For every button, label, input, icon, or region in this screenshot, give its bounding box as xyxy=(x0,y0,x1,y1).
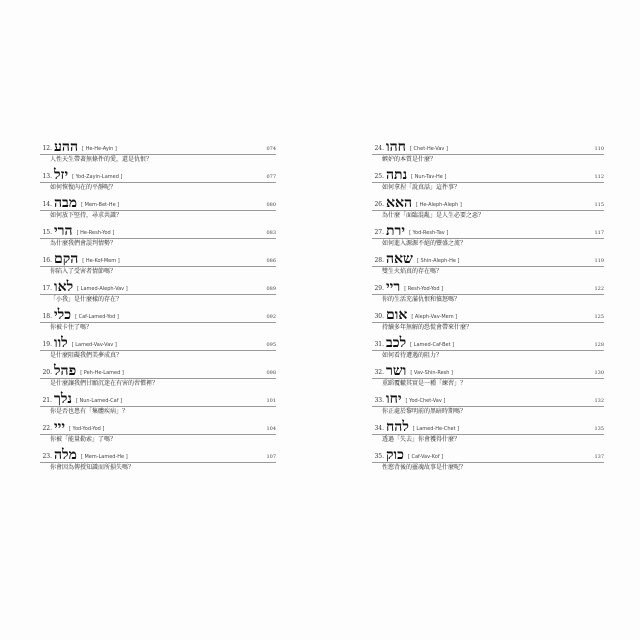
entry-description: 你是否也患有「集體疾病」？ xyxy=(50,408,129,415)
transliteration: [ Shin-Aleph-He ] xyxy=(416,258,460,264)
hebrew-name: להח xyxy=(386,419,409,435)
entry-number: 33. xyxy=(374,397,384,404)
entry-description: 重蹈覆轍其實是一種「練習」？ xyxy=(382,380,467,387)
entry-description: 如何拿捏「說真話」這件事？ xyxy=(382,184,461,191)
transliteration: [ Peh-He-Lamed ] xyxy=(80,370,124,376)
transliteration: [ Chet-He-Vav ] xyxy=(409,146,448,152)
toc-entry[interactable] xyxy=(40,446,276,474)
toc-entry[interactable] xyxy=(372,390,604,418)
transliteration: [ Resh-Yod-Yod ] xyxy=(404,286,444,292)
hebrew-name: ריי xyxy=(386,279,401,295)
toc-entry[interactable] xyxy=(40,334,276,362)
entry-number: 19. xyxy=(42,341,52,348)
hebrew-name: יזל xyxy=(54,167,69,183)
page-number: 117 xyxy=(594,230,604,236)
toc-entry-header xyxy=(372,390,604,407)
entry-description: 嫉妒的本質是什麼？ xyxy=(382,156,437,163)
entry-description: 性慾背後的靈魂故事是什麼呢？ xyxy=(382,464,467,471)
entry-number: 31. xyxy=(374,341,384,348)
entry-description: 如何進入源源不絕的豐盛之流？ xyxy=(382,240,467,247)
entry-description: 如何恢復內在的平靜呢？ xyxy=(50,184,117,191)
page-number: 101 xyxy=(266,398,276,404)
transliteration: [ Caf-Lamed-Yod ] xyxy=(75,314,119,320)
hebrew-name: כלי xyxy=(54,307,72,323)
entry-description: 透過「失去」你會獲得什麼？ xyxy=(382,436,461,443)
toc-entry[interactable] xyxy=(40,278,276,306)
entry-description: 是什麼阻礙我們美夢成真？ xyxy=(50,352,123,359)
toc-entry[interactable] xyxy=(372,362,604,390)
transliteration: [ Nun-Tav-He ] xyxy=(411,174,447,180)
toc-entry-header xyxy=(372,222,604,239)
hebrew-name: אום xyxy=(386,307,408,323)
hebrew-name: לאו xyxy=(54,279,74,295)
entry-number: 17. xyxy=(42,285,52,292)
toc-entry[interactable] xyxy=(372,446,604,474)
transliteration: [ Yod-Chet-Vav ] xyxy=(405,398,446,404)
entry-description: 為什麼我們會誤判情勢？ xyxy=(50,240,117,247)
toc-entry-header xyxy=(40,222,276,239)
transliteration: [ Vav-Shin-Resh ] xyxy=(410,370,453,376)
page-number: 135 xyxy=(594,426,604,432)
hebrew-name: חהו xyxy=(386,139,406,155)
toc-entry[interactable] xyxy=(372,418,604,446)
page-number: 083 xyxy=(266,230,276,236)
toc-entry-header xyxy=(40,278,276,295)
page-number: 130 xyxy=(594,370,604,376)
entry-number: 26. xyxy=(374,201,384,208)
toc-entry[interactable] xyxy=(372,194,604,222)
page-number: 122 xyxy=(594,286,604,292)
transliteration: [ Yod-Zayin-Lamed ] xyxy=(72,174,123,180)
transliteration: [ He-He-Ayin ] xyxy=(82,146,117,152)
toc-entry[interactable] xyxy=(40,166,276,194)
transliteration: [ Yod-Resh-Tav ] xyxy=(409,230,449,236)
transliteration: [ Nun-Lamed-Caf ] xyxy=(75,398,123,404)
page-number: 112 xyxy=(594,174,604,180)
toc-entry-header xyxy=(372,306,604,323)
entry-description: 雙生火焰真的存在嗎？ xyxy=(382,268,443,275)
entry-number: 20. xyxy=(42,369,52,376)
entry-description: 如何看待遭遇的阻力？ xyxy=(382,352,443,359)
toc-entry-header xyxy=(372,418,604,435)
transliteration: [ Mem-Bet-He ] xyxy=(81,202,120,208)
entry-number: 18. xyxy=(42,313,52,320)
transliteration: [ Lamed-Vav-Vav ] xyxy=(71,342,117,348)
page-number: 125 xyxy=(594,314,604,320)
entry-description: 你的生活充滿仇恨和憤怒嗎？ xyxy=(382,296,461,303)
toc-entry-header xyxy=(40,334,276,351)
toc-entry-header xyxy=(372,334,604,351)
page-number: 089 xyxy=(266,286,276,292)
entry-number: 25. xyxy=(374,173,384,180)
entry-number: 34. xyxy=(374,425,384,432)
toc-entry-header xyxy=(40,166,276,183)
entry-number: 15. xyxy=(42,229,52,236)
hebrew-name: ירת xyxy=(386,223,406,239)
page-number: 098 xyxy=(266,370,276,376)
toc-entry-header xyxy=(372,446,604,463)
entry-number: 29. xyxy=(374,285,384,292)
transliteration: [ Lamed-He-Chet ] xyxy=(412,426,460,432)
transliteration: [ He-Aleph-Aleph ] xyxy=(416,202,462,208)
toc-entry[interactable] xyxy=(372,222,604,250)
toc-entry-header xyxy=(372,138,604,155)
entry-description: 持續多年無解的恐慌會帶來什麼？ xyxy=(382,324,473,331)
entry-number: 13. xyxy=(42,173,52,180)
hebrew-name: כוק xyxy=(386,447,404,463)
toc-entry[interactable] xyxy=(40,362,276,390)
hebrew-name: הרי xyxy=(54,223,73,239)
entry-description: 「小我」是什麼樣的存在？ xyxy=(50,296,123,303)
toc-entry[interactable] xyxy=(40,306,276,334)
toc-column-right xyxy=(372,138,604,474)
page-number: 110 xyxy=(594,146,604,152)
transliteration: [ Lamed-Caf-Bet ] xyxy=(410,342,455,348)
toc-entry-header xyxy=(372,250,604,267)
transliteration: [ Yod-Yod-Yod ] xyxy=(69,426,105,432)
toc-column-left xyxy=(40,138,276,474)
hebrew-name: פהל xyxy=(54,363,77,379)
hebrew-name: ייי xyxy=(54,419,66,435)
toc-entry[interactable] xyxy=(372,166,604,194)
page-number: 077 xyxy=(266,174,276,180)
transliteration: [ Mem-Lamed-He ] xyxy=(80,454,128,460)
hebrew-name: נתה xyxy=(386,167,408,183)
hebrew-name: מבה xyxy=(54,195,78,211)
toc-entry[interactable] xyxy=(40,390,276,418)
toc-entry-header xyxy=(40,306,276,323)
toc-entry-header xyxy=(40,418,276,435)
entry-number: 23. xyxy=(42,453,52,460)
toc-entry-header xyxy=(40,446,276,463)
entry-description: 人性天生帶著無條件的愛，還是仇恨？ xyxy=(50,156,153,163)
hebrew-name: הקם xyxy=(54,251,79,267)
toc-entry-header xyxy=(372,278,604,295)
page-number: 080 xyxy=(266,202,276,208)
toc-entry-header xyxy=(372,166,604,183)
page-number: 115 xyxy=(594,202,604,208)
toc-entry[interactable] xyxy=(40,222,276,250)
page-number: 095 xyxy=(266,342,276,348)
entry-description: 是什麼讓我們甘願沉迷在有害的習慣裡？ xyxy=(50,380,159,387)
page-number: 132 xyxy=(594,398,604,404)
toc-entry-header xyxy=(40,362,276,379)
entry-number: 35. xyxy=(374,453,384,460)
transliteration: [ He-Kof-Mem ] xyxy=(82,258,120,264)
entry-number: 12. xyxy=(42,145,52,152)
toc-entry[interactable] xyxy=(372,250,604,278)
transliteration: [ Lamed-Aleph-Vav ] xyxy=(77,286,128,292)
hebrew-name: ושר xyxy=(386,363,407,379)
page-number: 128 xyxy=(594,342,604,348)
entry-number: 32. xyxy=(374,369,384,376)
hebrew-name: יחו xyxy=(386,391,402,407)
entry-number: 14. xyxy=(42,201,52,208)
toc-entry[interactable] xyxy=(40,194,276,222)
transliteration: [ Aleph-Vav-Mem ] xyxy=(411,314,458,320)
toc-entry[interactable] xyxy=(40,250,276,278)
toc-entry-header xyxy=(40,194,276,211)
entry-number: 27. xyxy=(374,229,384,236)
toc-entry[interactable] xyxy=(372,138,604,166)
page-number: 092 xyxy=(266,314,276,320)
entry-number: 16. xyxy=(42,257,52,264)
toc-entry-header xyxy=(372,362,604,379)
page-number: 119 xyxy=(594,258,604,264)
page-number: 107 xyxy=(266,454,276,460)
entry-number: 30. xyxy=(374,313,384,320)
transliteration: [ Caf-Vav-Kof ] xyxy=(407,454,444,460)
entry-description: 你陷入了受害者情節嗎？ xyxy=(50,268,117,275)
entry-description: 你會因為傳授知識而所損失嗎？ xyxy=(50,464,135,471)
entry-description: 你被「能量勒索」了嗎？ xyxy=(50,436,117,443)
page-number: 104 xyxy=(266,426,276,432)
page-number: 074 xyxy=(266,146,276,152)
toc-entry[interactable] xyxy=(40,418,276,446)
toc-entry[interactable] xyxy=(40,138,276,166)
page-number: 137 xyxy=(594,454,604,460)
toc-entry-header xyxy=(40,390,276,407)
hebrew-name: לוו xyxy=(54,335,68,351)
hebrew-name: האא xyxy=(386,195,413,211)
entry-number: 28. xyxy=(374,257,384,264)
toc-entry-header xyxy=(40,250,276,267)
entry-number: 22. xyxy=(42,425,52,432)
toc-entry[interactable] xyxy=(372,278,604,306)
entry-number: 24. xyxy=(374,145,384,152)
entry-number: 21. xyxy=(42,397,52,404)
entry-description: 你正處於黎明前的黑暗時期嗎？ xyxy=(382,408,467,415)
hebrew-name: נלך xyxy=(54,391,72,407)
entry-description: 為什麼「面臨混亂」是人生必要之惡？ xyxy=(382,212,485,219)
hebrew-name: ההע xyxy=(54,139,79,155)
hebrew-name: לכב xyxy=(386,335,407,351)
transliteration: [ He-Resh-Yod ] xyxy=(76,230,115,236)
entry-description: 你被卡住了嗎？ xyxy=(50,324,93,331)
hebrew-name: שאה xyxy=(386,251,413,267)
toc-entry[interactable] xyxy=(372,306,604,334)
entry-description: 如何放下堅持，尋求共識？ xyxy=(50,212,123,219)
hebrew-name: מלה xyxy=(54,447,77,463)
toc-entry[interactable] xyxy=(372,334,604,362)
toc-entry-header xyxy=(372,194,604,211)
toc-entry-header xyxy=(40,138,276,155)
page-number: 086 xyxy=(266,258,276,264)
